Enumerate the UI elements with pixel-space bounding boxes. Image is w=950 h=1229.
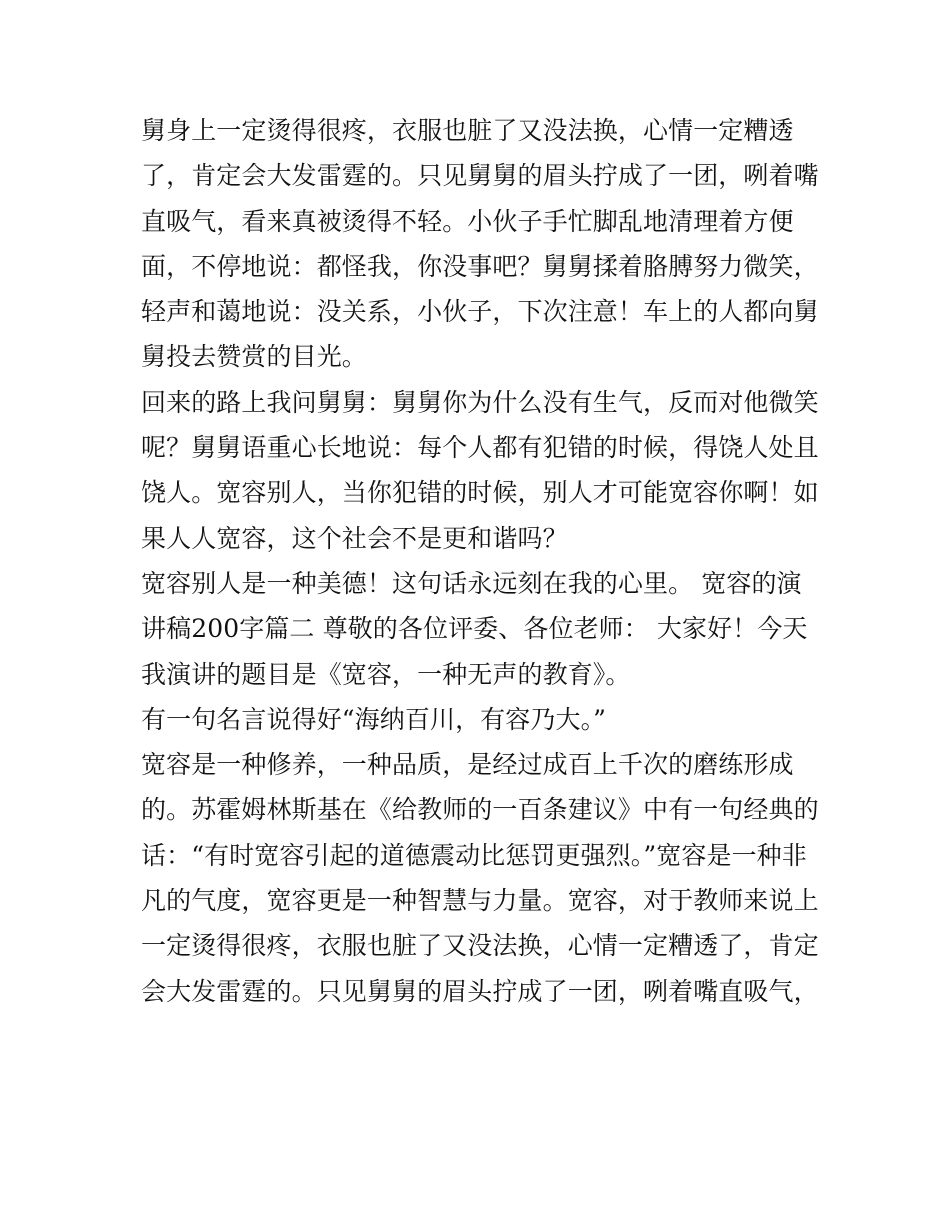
text-line: 宽容是一种修养，一种品质，是经过成百上千次的磨练形成 bbox=[141, 750, 794, 780]
text-line: 讲稿200字篇二 尊敬的各位评委、各位老师： 大家好！今天 bbox=[141, 614, 808, 644]
text-line: 呢？舅舅语重心长地说：每个人都有犯错的时候，得饶人处且 bbox=[141, 433, 819, 463]
text-line: 舅投去赞赏的目光。 bbox=[141, 342, 367, 372]
text-line: 宽容别人是一种美德！这句话永远刻在我的心里。 宽容的演 bbox=[141, 568, 802, 598]
text-line: 舅身上一定烫得很疼，衣服也脏了又没法换，心情一定糟透 bbox=[141, 116, 794, 145]
text-line: 饶人。宽容别人，当你犯错的时候，别人才可能宽容你啊！如 bbox=[141, 478, 819, 508]
text-line: 回来的路上我问舅舅：舅舅你为什么没有生气，反而对他微笑 bbox=[141, 387, 819, 417]
text-line: 会大发雷霆的。只见舅舅的眉头拧成了一团，咧着嘴直吸气， bbox=[141, 976, 819, 1006]
text-line: 果人人宽容，这个社会不是更和谐吗？ bbox=[141, 523, 568, 553]
text-line: 一定烫得很疼，衣服也脏了又没法换，心情一定糟透了，肯定 bbox=[141, 931, 819, 961]
text-line: 有一句名言说得好“海纳百川，有容乃大。” bbox=[141, 704, 607, 734]
text-line: 我演讲的题目是《宽容，一种无声的教育》。 bbox=[141, 659, 631, 689]
text-line: 轻声和蔼地说：没关系，小伙子，下次注意！车上的人都向舅 bbox=[141, 297, 819, 327]
text-line: 的。苏霍姆林斯基在《给教师的一百条建议》中有一句经典的 bbox=[141, 795, 819, 825]
text-line: 直吸气，看来真被烫得不轻。小伙子手忙脚乱地清理着方便 bbox=[141, 206, 794, 236]
text-line: 面，不停地说：都怪我，你没事吧？舅舅揉着胳膊努力微笑， bbox=[141, 251, 819, 281]
text-line: 凡的气度，宽容更是一种智慧与力量。宽容，对于教师来说上 bbox=[141, 886, 819, 916]
body-text bbox=[141, 108, 819, 1014]
text-line: 了，肯定会大发雷霆的。只见舅舅的眉头拧成了一团，咧着嘴 bbox=[141, 161, 819, 191]
text-line: 话：“有时宽容引起的道德震动比惩罚更强烈。”宽容是一种非 bbox=[141, 840, 807, 870]
